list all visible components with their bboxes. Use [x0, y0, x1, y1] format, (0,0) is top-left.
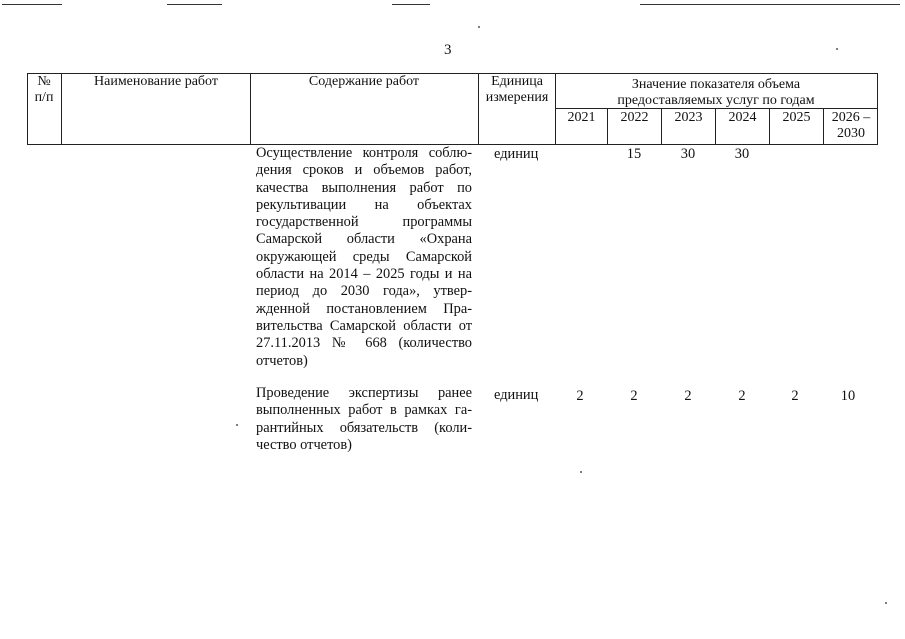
scan-speck: [836, 48, 838, 50]
row-1-val-2024: 30: [734, 146, 750, 162]
scan-speck: [478, 26, 480, 28]
row-2-val-2025: 2: [791, 388, 799, 404]
row-2-content: Проведение экспертизы ранее выполненных работ в рамках га-рантийных обязательств (коли-чество отчетов): [256, 385, 472, 453]
header-year-2026-2030: 2026 – 2030: [831, 110, 871, 141]
row-2-val-2023: 2: [684, 388, 692, 404]
row-2-val-2026-2030: 10: [840, 388, 856, 404]
col-divider: [555, 73, 556, 145]
header-year-2023: 2023: [674, 110, 703, 125]
scan-artifact-line: [392, 4, 430, 5]
row-1-val-2022: 15: [626, 146, 642, 162]
row-2-val-2024: 2: [738, 388, 746, 404]
scan-speck: [580, 471, 582, 473]
header-num: № п/п: [34, 74, 54, 105]
header-year-2024: 2024: [728, 110, 757, 125]
header-year-2025: 2025: [782, 110, 811, 125]
header-group: Значение показателя объема предоставляемых услуг по годам: [617, 77, 815, 108]
col-divider: [61, 73, 62, 145]
header-year-2022: 2022: [620, 110, 649, 125]
scan-artifact-line: [2, 4, 62, 5]
header-unit: Единица измерения: [485, 74, 549, 105]
scan-artifact-line: [167, 4, 222, 5]
header-content: Содержание работ: [308, 74, 420, 89]
col-divider: [823, 109, 824, 145]
col-divider: [250, 73, 251, 145]
scan-speck: [236, 424, 238, 426]
scan-artifact-line: [640, 4, 900, 5]
row-1-unit: единиц: [494, 146, 539, 162]
row-2-unit: единиц: [494, 387, 539, 403]
page-number: 3: [444, 42, 452, 58]
row-2-val-2021: 2: [576, 388, 584, 404]
header-year-2021: 2021: [567, 110, 596, 125]
row-1-val-2023: 30: [680, 146, 696, 162]
scan-speck: [885, 602, 887, 604]
row-2-val-2022: 2: [630, 388, 638, 404]
header-name: Наименование работ: [94, 74, 218, 89]
row-1-content: Осуществление контроля соблю-дения сроков и объемов работ, качества выполнения работ по рекультивации на объектах государственной программы Самарской области «Охрана окружающей среды Самарской области на 2014 – 2025 годы и на период до 2030 года», утвер-жденной постановлением Пра-вительства Самарской области от 27.11.2013 № 668 (количество отчетов): [256, 145, 472, 369]
